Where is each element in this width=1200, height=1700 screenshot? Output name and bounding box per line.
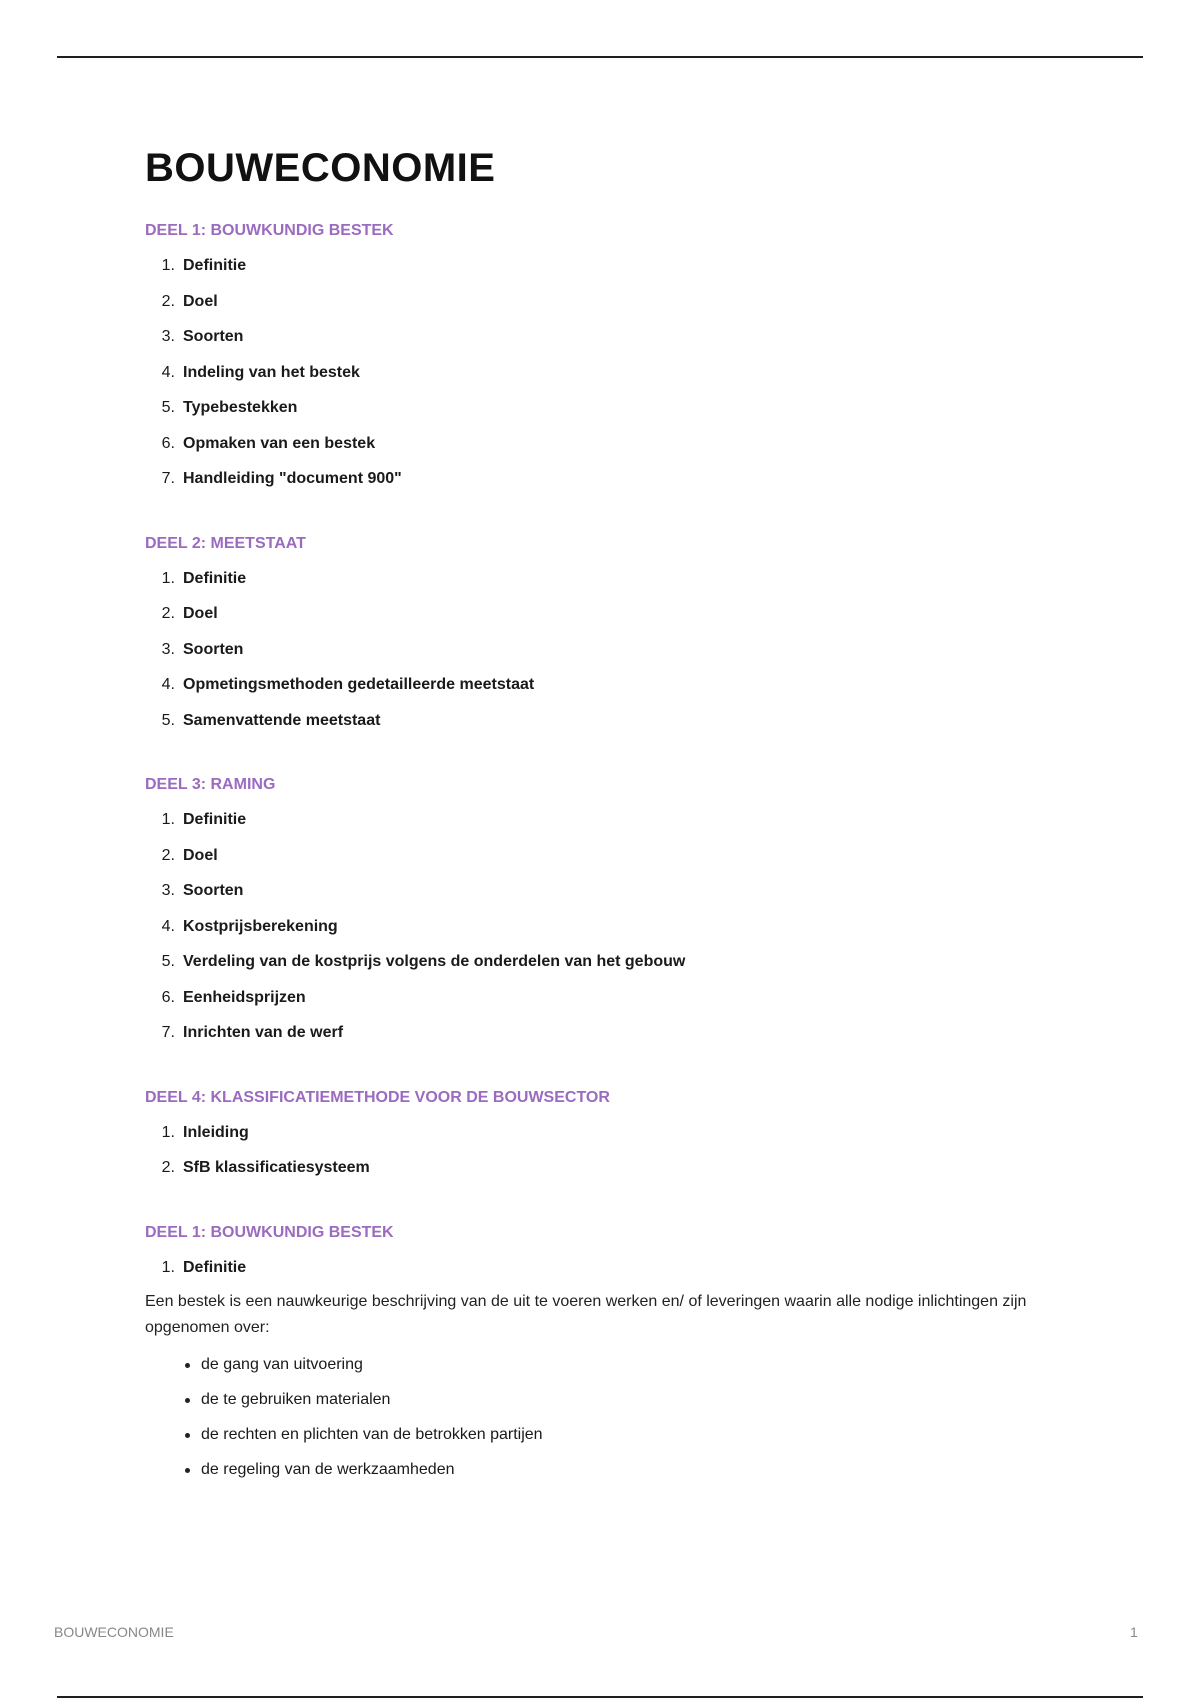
list-item: 2. Doel bbox=[161, 605, 218, 622]
list-item: 4. Indeling van het bestek bbox=[161, 363, 360, 381]
list-item: 2. SfB klassificatiesysteem bbox=[161, 1159, 370, 1176]
list-item: 7. Handleiding "document 900" bbox=[161, 470, 402, 487]
section-subheading: 1. Definitie bbox=[161, 1258, 247, 1276]
section-heading: DEEL 1: BOUWKUNDIG BESTEK bbox=[145, 1223, 394, 1241]
list-item: 3. Soorten bbox=[161, 640, 244, 658]
list-item: 5. Verdeling van de kostprijs volgens de onderdelen van het gebouw bbox=[161, 953, 686, 970]
toc-list-part-4 bbox=[145, 1115, 1065, 1186]
list-item: 7. Inrichten van de werf bbox=[161, 1024, 344, 1041]
list-item: 5. Samenvattende meetstaat bbox=[161, 711, 381, 729]
part-heading-4: DEEL 4: KLASSIFICATIEMETHODE VOOR DE BOUWSECTOR bbox=[145, 1088, 610, 1106]
page-content bbox=[145, 140, 1065, 1487]
bottom-rule bbox=[57, 1696, 1143, 1698]
toc-list-part-1 bbox=[145, 248, 1065, 497]
list-item: 1. Inleiding bbox=[161, 1123, 249, 1141]
list-item: de gang van uitvoering bbox=[185, 1347, 1065, 1382]
top-rule bbox=[57, 56, 1143, 58]
list-item: 1. Definitie bbox=[161, 257, 247, 274]
list-item: de te gebruiken materialen bbox=[185, 1382, 1065, 1417]
list-item: 1. Definitie bbox=[161, 569, 247, 587]
list-item: 2. Doel bbox=[161, 292, 218, 310]
definition-bullets bbox=[145, 1347, 1065, 1487]
definition-paragraph: Een bestek is een nauwkeurige beschrijving van de uit te voeren werken en/ of leveringen waarin alle nodige inlichtingen zijn opgenomen over: bbox=[145, 1293, 1027, 1336]
toc-list-part-3 bbox=[145, 802, 1065, 1051]
list-item: de rechten en plichten van de betrokken partijen bbox=[185, 1417, 1065, 1452]
list-item: 5. Typebestekken bbox=[161, 399, 298, 416]
list-item: 1. Definitie bbox=[161, 811, 247, 828]
list-item: 4. Opmetingsmethoden gedetailleerde meetstaat bbox=[161, 676, 535, 693]
list-item: 4. Kostprijsberekening bbox=[161, 917, 338, 935]
page-number: 1 bbox=[1130, 1624, 1138, 1640]
list-item: 3. Soorten bbox=[161, 328, 244, 345]
footer-title: BOUWECONOMIE bbox=[54, 1624, 174, 1640]
list-item: 6. Eenheidsprijzen bbox=[161, 988, 306, 1006]
part-heading-3: DEEL 3: RAMING bbox=[145, 776, 276, 793]
toc-list-part-2 bbox=[145, 561, 1065, 739]
document-title: BOUWECONOMIE bbox=[145, 146, 496, 190]
list-item: 2. Doel bbox=[161, 846, 218, 864]
list-item: 6. Opmaken van een bestek bbox=[161, 434, 376, 452]
list-item: 3. Soorten bbox=[161, 882, 244, 899]
list-item: de regeling van de werkzaamheden bbox=[185, 1452, 1065, 1487]
section-subheading-list bbox=[145, 1250, 1065, 1286]
part-heading-1: DEEL 1: BOUWKUNDIG BESTEK bbox=[145, 222, 394, 239]
part-heading-2: DEEL 2: MEETSTAAT bbox=[145, 534, 306, 552]
